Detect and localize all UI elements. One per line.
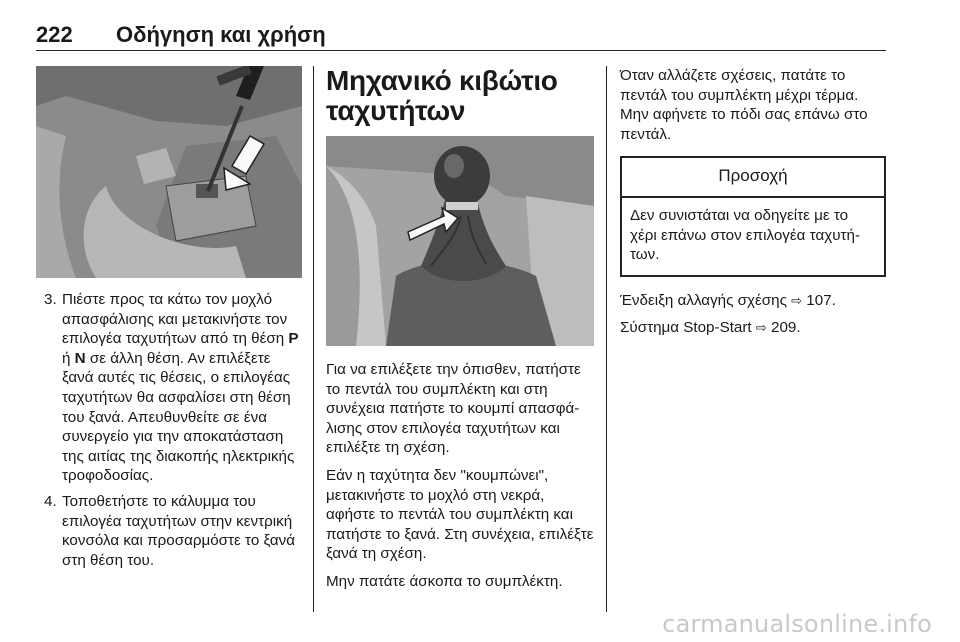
step-list bbox=[36, 290, 302, 570]
section-title: Μηχανικό κιβώτιο ταχυτήτων bbox=[326, 65, 558, 126]
column-1 bbox=[36, 66, 302, 570]
column-divider-1 bbox=[313, 66, 314, 612]
column-divider-2 bbox=[606, 66, 607, 612]
page-header bbox=[36, 18, 886, 50]
screwdriver-release-photo bbox=[36, 66, 302, 278]
header-rule bbox=[36, 50, 886, 51]
paragraph-reverse: Για να επιλέξετε την όπισθεν, πατήστε το πεντάλ του συμπλέκτη και στη συνέχεια πατήστε το κουμπί απασφάλισης στον επιλογέα ταχυτήτων και επιλέξτε τη σχέση. bbox=[326, 361, 581, 457]
ref-stop-start[interactable]: Σύστημα Stop-Start ⇨ 209. bbox=[620, 319, 801, 337]
watermark[interactable]: carmanualsonline.info bbox=[662, 610, 932, 638]
step-4: 4. Τοποθετήστε το κάλυμμα του επιλογέα ταχυτήτων στην κεντρική κονσόλα και προσαρμόστε το ξανά στη θέση του. bbox=[44, 492, 296, 569]
paragraph-gear-not-engage: Εάν η ταχύτητα δεν "κουμπώνει", μετακινήστε το μοχλό στη νεκρά, αφήστε το πεντάλ του συμπλέκτη και πατήστε το ξανά. Στη συνέχεια, επιλέξτε ξανά τη σχέση. bbox=[326, 466, 594, 563]
page-title: Οδήγηση και χρήση bbox=[116, 22, 326, 47]
step-3: 3. Πιέστε προς τα κάτω τον μοχλό απασφάλισης και μετακινήστε τον επιλογέα ταχυτήτων από τη θέση P ή N σε άλλη θέση. Αν επιλέξετε ξανά αυτές τις θέσεις, ο επιλογέας ταχυτήτων θα ασφαλίσει στη θέση του ξανά. Απευθυνθείτε σε ένα συνεργείο για την αποκατάσταση της αιτίας της διακοπής ηλεκτρικής τροφοδοσίας. bbox=[44, 291, 299, 485]
paragraph-clutch: Μην πατάτε άσκοπα το συμπλέκτη. bbox=[326, 572, 563, 590]
caution-heading: Προσοχή bbox=[622, 158, 884, 198]
column-3 bbox=[620, 66, 886, 346]
arrow-right-icon: ⇨ bbox=[755, 320, 767, 336]
column-2 bbox=[326, 66, 594, 600]
caution-box bbox=[620, 156, 886, 276]
paragraph-intro: Όταν αλλάζετε σχέσεις, πατάτε το πεντάλ του συμπλέκτη μέχρι τέρμα. Μην αφήνετε το πόδι σας επάνω στο πεντάλ. bbox=[620, 67, 868, 143]
caution-text: Δεν συνιστάται να οδηγείτε με το χέρι επάνω στον επιλογέα ταχυτήτων. bbox=[630, 206, 861, 264]
arrow-right-icon: ⇨ bbox=[791, 292, 803, 308]
manual-gear-lever-photo bbox=[326, 136, 594, 346]
ref-gear-indicator[interactable]: Ένδειξη αλλαγής σχέσης ⇨ 107. bbox=[620, 291, 836, 309]
page-number: 222 bbox=[36, 22, 73, 47]
